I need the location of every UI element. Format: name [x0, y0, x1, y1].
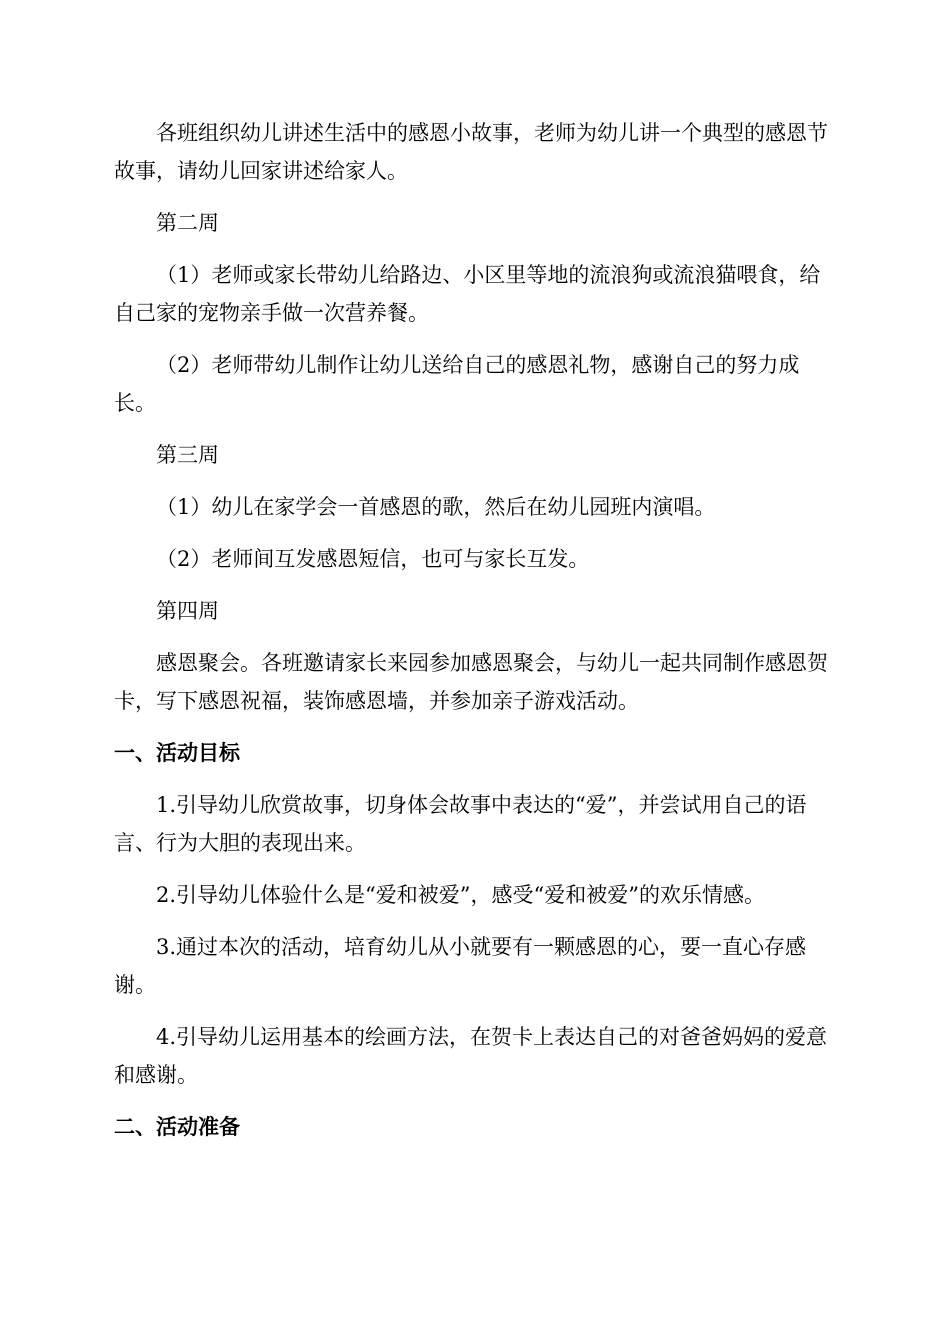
week-four-label: 第四周	[156, 599, 219, 623]
week-three-item-1: （1）幼儿在家学会一首感恩的歌，然后在幼儿园班内演唱。	[156, 495, 716, 519]
week-two-label: 第二周	[156, 211, 219, 235]
week-four-description: 感恩聚会。各班邀请家长来园参加感恩聚会，与幼儿一起共同制作感恩贺卡，写下感恩祝福，装饰感恩墙，并参加亲子游戏活动。	[114, 651, 828, 713]
goal-item-1: 1.引导幼儿欣赏故事，切身体会故事中表达的“爱”，并尝试用自己的语言、行为大胆的表现出来。	[114, 793, 807, 855]
week-two-item-1: （1）老师或家长带幼儿给路边、小区里等地的流浪狗或流浪猫喂食，给自己家的宠物亲手做一次营养餐。	[114, 263, 821, 325]
week-two-item-2: （2）老师带幼儿制作让幼儿送给自己的感恩礼物，感谢自己的努力成长。	[114, 353, 800, 415]
goal-item-4: 4.引导幼儿运用基本的绘画方法，在贺卡上表达自己的对爸爸妈妈的爱意和感谢。	[114, 1025, 828, 1087]
section-heading-preparation: 二、活动准备	[114, 1115, 240, 1139]
paragraph-intro: 各班组织幼儿讲述生活中的感恩小故事，老师为幼儿讲一个典型的感恩节故事，请幼儿回家讲述给家人。	[114, 121, 828, 183]
week-three-label: 第三周	[156, 443, 219, 467]
section-heading-goals: 一、活动目标	[114, 741, 240, 765]
document-page	[114, 114, 836, 1146]
goal-item-2: 2.引导幼儿体验什么是“爱和被爱”，感受“爱和被爱”的欢乐情感。	[156, 883, 765, 907]
goal-item-3: 3.通过本次的活动，培育幼儿从小就要有一颗感恩的心，要一直心存感谢。	[114, 935, 807, 997]
week-three-item-2: （2）老师间互发感恩短信，也可与家长互发。	[156, 547, 590, 571]
